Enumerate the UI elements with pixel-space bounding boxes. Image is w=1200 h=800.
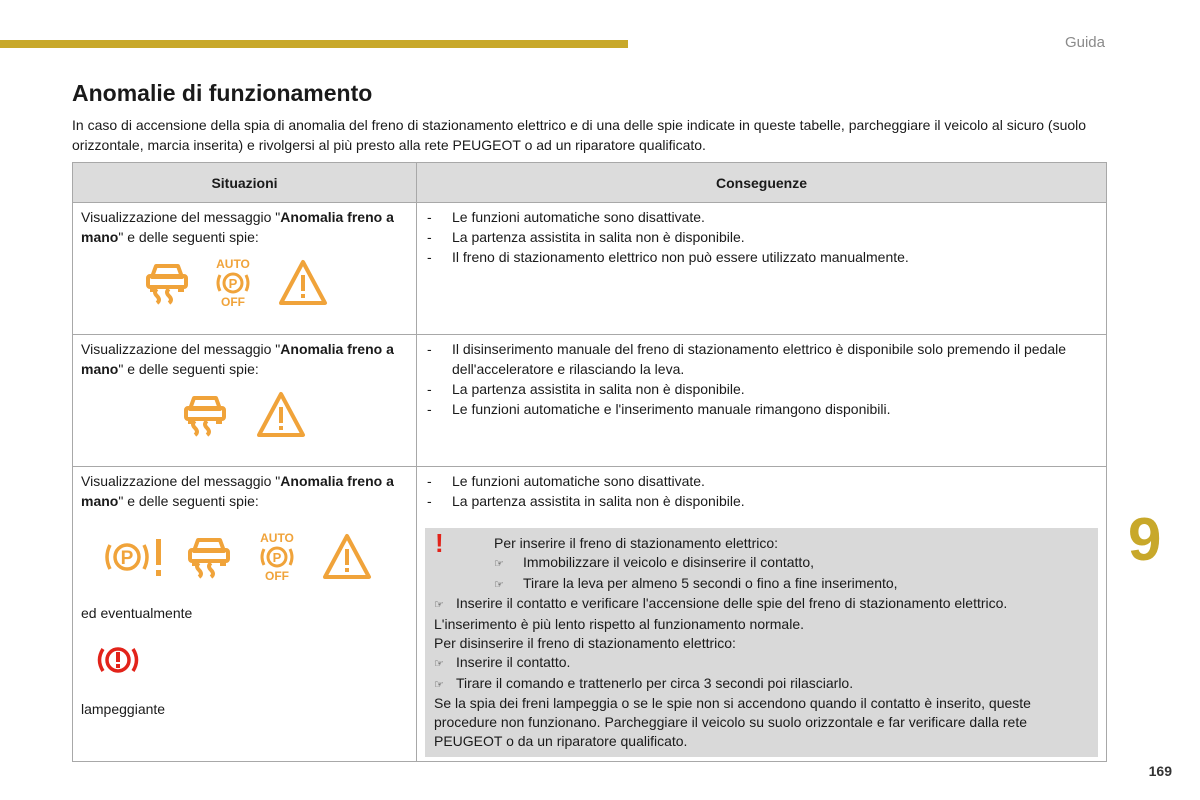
section-label: Guida <box>1064 34 1105 51</box>
auto-p-off-icon <box>211 257 255 309</box>
situation-cell <box>73 467 417 762</box>
warning-triangle-icon <box>321 533 373 581</box>
consequence-cell <box>417 335 1107 467</box>
pointing-hand-icon: ☞ <box>434 657 444 670</box>
pointing-hand-icon: ☞ <box>494 557 504 570</box>
col-header-situazioni: Situazioni <box>73 163 417 203</box>
consequence-cell <box>417 203 1107 335</box>
warning-triangle-icon <box>277 259 329 307</box>
situation-cell <box>73 335 417 467</box>
note-line: Per inserire il freno di stazionamento elettrico: <box>494 535 779 551</box>
pointing-hand-icon: ☞ <box>434 678 444 691</box>
exclamation-icon: ! <box>435 528 444 558</box>
situations-table <box>72 162 1107 762</box>
svg-text:P: P <box>120 548 134 569</box>
chapter-number: 9 <box>1128 506 1162 573</box>
situation-text: Visualizzazione del messaggio "Anomalia freno a mano" e delle seguenti spie: <box>81 473 394 509</box>
table-row <box>73 335 1107 467</box>
consequence-cell <box>417 467 1107 762</box>
note-line: Per disinserire il freno di stazionamento elettrico: <box>434 634 736 651</box>
note-step: ☞ Inserire il contatto. <box>434 653 1089 674</box>
list-item: - Il freno di stazionamento elettrico non può essere utilizzato manualmente. <box>427 249 909 265</box>
list-item: - La partenza assistita in salita non è disponibile. <box>427 493 745 509</box>
parking-brake-fault-icon <box>101 533 165 581</box>
page-title: Anomalie di funzionamento <box>72 80 373 106</box>
procedure-note-box <box>425 528 1098 757</box>
esp-skid-icon <box>143 259 191 307</box>
pointing-hand-icon: ☞ <box>494 578 504 591</box>
note-step: ☞ Tirare il comando e trattenerlo per circa 3 secondi poi rilasciarlo. <box>434 674 1089 695</box>
col-header-conseguenze: Conseguenze <box>417 163 1107 203</box>
header-accent-bar <box>0 40 628 48</box>
list-item: - La partenza assistita in salita non è disponibile. <box>427 229 745 245</box>
pointing-hand-icon: ☞ <box>434 599 444 612</box>
note-line: Se la spia dei freni lampeggia o se le spie non si accendono quando il contatto è inserito, queste procedure non funzionano. Parcheggiare il veicolo su suolo orizzontale e far verificare dalla rete PEUGEOT o da un riparatore qualificato. <box>434 695 1031 749</box>
brake-warning-icon <box>97 643 139 677</box>
list-item: - Le funzioni automatiche sono disattivate. <box>427 209 705 225</box>
esp-skid-icon <box>185 533 233 581</box>
note-step: ☞ Inserire il contatto e verificare l'accensione delle spie del freno di stazionamento elettrico. <box>434 594 1089 615</box>
list-item: - Il disinserimento manuale del freno di stazionamento elettrico è disponibile solo premendo il pedale dell'acceleratore e rilasciando la leva. <box>427 341 1067 377</box>
note-step: ☞ Immobilizzare il veicolo e disinserire il contatto, <box>434 553 1089 574</box>
extra-label: ed eventualmente <box>81 605 193 621</box>
note-line: L'inserimento è più lento rispetto al funzionamento normale. <box>434 616 804 633</box>
situation-text: Visualizzazione del messaggio "Anomalia freno a mano" e delle seguenti spie: <box>81 209 394 245</box>
note-step: ☞ Tirare la leva per almeno 5 secondi o fino a fine inserimento, <box>434 574 1089 595</box>
table-row <box>73 467 1107 762</box>
auto-p-off-icon <box>255 531 299 583</box>
list-item: - Le funzioni automatiche e l'inserimento manuale rimangono disponibili. <box>427 401 891 417</box>
table-row <box>73 203 1107 335</box>
warning-triangle-icon <box>255 391 307 439</box>
situation-cell <box>73 203 417 335</box>
list-item: - La partenza assistita in salita non è disponibile. <box>427 381 745 397</box>
intro-paragraph: In caso di accensione della spia di anomalia del freno di stazionamento elettrico e di una delle spie indicate in queste tabelle, parcheggiare il veicolo al sicuro (suolo orizzontale, marcia inserita) e rivolgersi al più presto alla rete PEUGEOT o ad un riparatore qualificato. <box>72 117 1087 153</box>
blink-label: lampeggiante <box>81 701 166 717</box>
situation-text: Visualizzazione del messaggio "Anomalia freno a mano" e delle seguenti spie: <box>81 341 394 377</box>
esp-skid-icon <box>181 391 229 439</box>
page-number: 169 <box>1148 763 1172 779</box>
list-item: - Le funzioni automatiche sono disattivate. <box>427 473 705 489</box>
